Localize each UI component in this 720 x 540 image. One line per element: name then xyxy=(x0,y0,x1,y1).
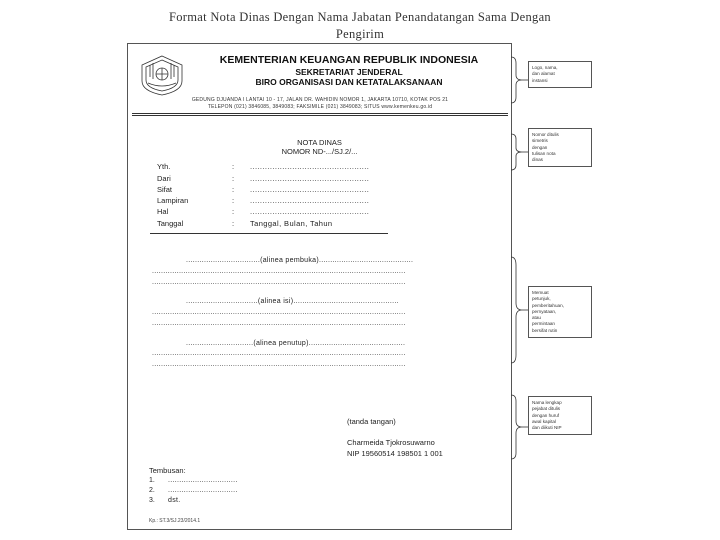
address-line-2: TELEPON (021) 3846085, 3849083; FAKSIMILE (021) 3849083; SITUS www.kemenkeu.go.id xyxy=(207,104,433,110)
annotation-signer xyxy=(528,396,592,435)
field-value-dari: ................................................ xyxy=(250,174,370,183)
content-paragraph-line: ................................................................................................................. xyxy=(152,320,406,327)
letterhead-rule xyxy=(132,115,508,116)
annotation-line: pejabat ditulis xyxy=(532,406,561,412)
address-line-1: GEDUNG DJUANDA I LANTAI 10 - 17, JALAN DR. WAHIDIN NOMOR 1, JAKARTA 10710, KOTAK POS 21 xyxy=(191,97,449,103)
annotation-line: dan diikuti NIP xyxy=(532,425,562,431)
annotation-line: petunjuk, xyxy=(532,296,551,302)
tembusan-item: ............................... xyxy=(168,487,238,494)
annotation-content xyxy=(528,286,592,338)
annotation-line: pernyataan, xyxy=(532,308,557,314)
header-divider xyxy=(150,233,388,234)
slide-title-line1: Format Nota Dinas Dengan Nama Jabatan Penandatangan Sama Dengan xyxy=(169,10,551,24)
tembusan-item: dst. xyxy=(168,497,181,504)
tembusan-title: Tembusan: xyxy=(149,466,186,475)
signature-placeholder: (tanda tangan) xyxy=(347,417,396,426)
tembusan-number: 1. xyxy=(149,477,155,484)
annotation-number xyxy=(528,128,592,167)
content-paragraph-line: ................................................................................................................. xyxy=(152,309,406,316)
field-label-yth: Yth. xyxy=(157,162,171,171)
opening-paragraph-line: .................................(alinea pembuka).......................................... xyxy=(186,257,414,264)
field-value-yth: ................................................ xyxy=(250,162,370,171)
tembusan-number: 3. xyxy=(149,497,155,504)
annotation-line: Memuat xyxy=(532,290,549,295)
field-colon: : xyxy=(232,185,235,194)
field-colon: : xyxy=(232,196,235,205)
field-colon: : xyxy=(232,162,235,171)
memo-number: NOMOR ND-.../SJ.2/... xyxy=(281,147,358,156)
field-colon: : xyxy=(232,207,235,216)
annotation-line: instansi xyxy=(532,77,548,83)
memo-document xyxy=(127,43,512,530)
annotation-line: tulisan nota xyxy=(532,150,556,156)
annotation-line: atau xyxy=(532,315,541,321)
field-value-tanggal: Tanggal, Bulan, Tahun xyxy=(250,219,333,228)
tembusan-item: ............................... xyxy=(168,477,238,484)
content-paragraph-line: ................................(alinea isi)............................................... xyxy=(186,298,399,305)
annotation-line: Nomor ditulis xyxy=(532,132,559,137)
field-colon: : xyxy=(232,174,235,183)
memo-title: NOTA DINAS xyxy=(297,138,342,147)
closing-paragraph-line: ................................................................................................................. xyxy=(152,350,406,357)
annotation-line: Nama lengkap xyxy=(532,400,562,405)
annotation-line: pemberitahuan, xyxy=(532,302,564,308)
field-label-tanggal: Tanggal xyxy=(157,219,184,228)
annotation-line: dengan huruf xyxy=(532,412,560,418)
field-label-dari: Dari xyxy=(157,174,171,183)
annotation-line: dan alamat xyxy=(532,71,555,77)
tembusan-number: 2. xyxy=(149,487,155,494)
field-value-lampiran: ................................................ xyxy=(250,196,370,205)
annotation-line: bersifat rutin xyxy=(532,327,558,333)
footer-code: Kp.: ST.3/SJ.23/2014.1 xyxy=(149,518,201,524)
annotation-line: permintaan xyxy=(532,321,555,327)
letterhead-rule xyxy=(132,113,508,114)
opening-paragraph-line: ................................................................................................................. xyxy=(152,268,406,275)
annotation-line: awal kapital xyxy=(532,418,557,424)
annotation-line: dengan xyxy=(532,144,548,150)
signer-name: Charmeida Tjokrosuwarno xyxy=(347,438,435,447)
ministry-name: KEMENTERIAN KEUANGAN REPUBLIK INDONESIA xyxy=(219,54,479,66)
field-value-sifat: ................................................ xyxy=(250,185,370,194)
slide-title-line2: Pengirim xyxy=(335,27,385,41)
field-label-hal: Hal xyxy=(157,207,169,216)
field-label-sifat: Sifat xyxy=(157,185,173,194)
ministry-emblem-icon xyxy=(136,53,188,97)
bureau-name: BIRO ORGANISASI DAN KETATALAKSANAAN xyxy=(255,77,443,87)
secretariat-name: SEKRETARIAT JENDERAL xyxy=(295,67,403,77)
annotation-logo xyxy=(528,61,592,88)
field-label-lampiran: Lampiran xyxy=(157,196,189,205)
signer-nip: NIP 19560514 198501 1 001 xyxy=(347,449,443,458)
closing-paragraph-line: ..............................(alinea penutup)........................................... xyxy=(186,340,406,347)
field-value-hal: ................................................ xyxy=(250,207,370,216)
annotation-line: dinas xyxy=(532,157,543,163)
annotation-line: Logo, nama, xyxy=(532,65,558,70)
opening-paragraph-line: ................................................................................................................. xyxy=(152,279,406,286)
annotation-line: simetris xyxy=(532,138,548,144)
field-colon: : xyxy=(232,219,235,228)
closing-paragraph-line: ................................................................................................................. xyxy=(152,361,406,368)
